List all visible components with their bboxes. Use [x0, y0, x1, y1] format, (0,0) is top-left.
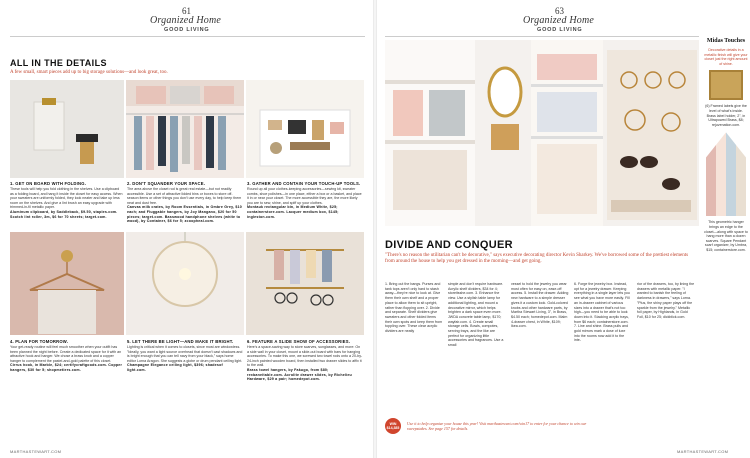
- tip-4: [10, 339, 124, 373]
- accessories-board-photo: [246, 232, 364, 335]
- tip-body: These tools will help you fold clothing in the shelves. Use a clipboard as a folding board, and hang it inside the closet for easy access. When your sweaters are uniformly folded, they look neater and take up less room on the shelves. And give a lint brush an easy upgrade with trimmed-in-fil metallic paper.: [10, 187, 123, 210]
- sidebar-title: Midas Touches: [706, 38, 746, 44]
- brass-label-photo: [709, 70, 743, 100]
- tip-credit: Montauk rectangular bin, in Medium White, $25; containerstore.com. Lacquer medium box, $145; ingleston.com.: [247, 205, 339, 219]
- divide-subtitle: "There's no reason the utilitarian can't be decorative," says executive decorating director Kevin Sharkey. We've borrowed some of the prettiest elements from around the house to help you get dressed in the morning—and get going.: [385, 253, 689, 264]
- scarf-organizer-photo: [706, 132, 746, 216]
- text-column: 6. Forge the jewelry box. Instead, opt for a jewelry drawer. Keeping everything in a single layer lets you see what you have more easily. Fill an in-drawer cabinet of various sizes into a drawer that's not too high—you need to be able to look down into it. Stacking acrylic trays, from $6 each; containerstore.com. 7. Line and shine. Brass pulls and gold mirrors mark a dose of luxe into the rooms now add it to the inte-: [574, 282, 630, 343]
- midas-sidebar: [704, 38, 748, 253]
- tip-body: Round up all your clothes-keeping accessories—sewing kit, sweater combs, shoe polishes—in one place, either a box or a basket, and place it in or near your closet. The more accessible they are, the more likely you are to sew, shine, and spiff up your clothes.: [247, 187, 362, 205]
- tip-6: [247, 339, 363, 382]
- divide-title: DIVIDE AND CONQUER: [385, 239, 513, 251]
- page-number: 63: [555, 6, 564, 16]
- section-label: GOOD LIVING: [164, 27, 210, 33]
- tip-body: The area above the closet rod is great real estate—but not readily accessible. Use a set of attractive lidded bins or boxes to store off-season items or other things you don't use every day, to help keep them neat and dust free.: [127, 187, 242, 205]
- win-badge[interactable]: WIN $14,385: [385, 418, 401, 434]
- page-title: ALL IN THE DETAILS: [10, 58, 107, 68]
- tip-body: Here's a space-saving way to store scarves, sunglasses, and more: On a side wall in your closet, mount a slide-out board with bars for hanging accessories. To make this one, we screwed two towel rods onto a 20-by-24-inch painted wooden board, then installed two drawer slides to affix it to the wall.: [247, 345, 363, 368]
- running-header: Organized Home: [523, 15, 595, 26]
- tip-credit: Cirrus hook, in Marble, $24; certifycraftgoods.com. Copper hangers, $30 for 5; shopmetiers.com.: [10, 363, 123, 372]
- tip-heading: 5. LET THERE BE LIGHT—AND MAKE IT BRIGHT.: [127, 339, 234, 344]
- closet-shelf-photo: [126, 80, 244, 178]
- tip-heading: 2. DON'T SQUANDER YOUR SPACE.: [127, 181, 206, 186]
- tip-heading: 1. GET ON BOARD WITH FOLDING.: [10, 181, 87, 186]
- clipboard-photo: [10, 80, 124, 178]
- page-subtitle: A few small, smart pieces add up to big storage solutions—and look great, too.: [10, 70, 168, 75]
- divider: [385, 36, 699, 37]
- sidebar-intro: Decorative details in a metallic finish will give your closet just the right amount of shine.: [704, 48, 748, 66]
- footer-url[interactable]: MARTHASTEWART.COM: [677, 449, 729, 454]
- touch-up-tools-photo: [246, 80, 364, 178]
- closet-drawers-photo: [385, 40, 699, 226]
- tip-2: [127, 181, 243, 224]
- left-page: [0, 0, 373, 458]
- tip-1: [10, 181, 124, 219]
- tip-heading: 4. PLAN FOR TOMORROW.: [10, 339, 69, 344]
- tip-heading: 6. FEATURE A SLIDE SHOW OF ACCESSORIES.: [247, 339, 351, 344]
- tip-credit: Champagne Elegance ceiling light, $396; shadesof light.com.: [127, 363, 223, 372]
- hanger-hook-photo: [10, 232, 124, 335]
- tip-5: [127, 339, 243, 373]
- page-number: 61: [182, 6, 191, 16]
- divider: [10, 36, 365, 37]
- tip-3: [247, 181, 363, 219]
- ceiling-light-photo: [126, 232, 244, 335]
- sweepstakes-promo: Use it to help organize your house this year! Visit marthastewart.com/win17 to enter for your chance to win our sweepstakes. See page 157 for details.: [407, 421, 587, 431]
- right-page: [377, 0, 750, 458]
- tip-heading: 3. GATHER AND CONTAIN YOUR TOUCH-UP TOOLS.: [247, 181, 361, 186]
- text-column: rior of the drawers, too, by lining the drawers with metallic paper. "I wanted to banish the feeling of darkness in drawers," says Lorna. "Plus, the shiny paper plays off the sparkle from the jewelry." Metallic foil paper, by Highlands, in Gold Foil, $10 for 25; dickblick.com.: [637, 282, 695, 319]
- sidebar-note-2: This geometric hanger brings an edge to the closet—along with space to hang more than a dozen scarves. Square Pendant scarf organizer, by Umbra, $15; containerstore.com.: [704, 220, 748, 252]
- tip-credit: Canvas milk crates, by Room Essentials, in Ombre Grey, $10 each; and Fluggable hangers, by Joy Mangano, $20 for 50 pieces; target.com. Basswood handphone shelves (white to wood), by Container, $6 for 5; zcoopheal.com.: [127, 205, 242, 224]
- running-header: Organized Home: [150, 15, 222, 26]
- section-label: GOOD LIVING: [537, 27, 583, 33]
- text-column: vessel to hold the jewelry you wear most often for easy on, ease-off access. 5. Install the drawer. Adding new hardware to a simple dresser gives it a custom look. Gold-colored knobs and other hardware parts, by Martha Stewart Living, 3", in Brass, $4.50 each; homedepot.com. Malm 4-drawer chest, in White, $109; Ikea.com.: [511, 282, 569, 329]
- text-column: simple and don't require hardware. Acrylic shelf dividers, $34 for 4; storeitsshe.com. 3. Enhance the view. Use a stylish table lamp for additional lighting, and mount a decorative mirror, which helps brighten a dark space even more. JWDA concrete table lamp, $170; wayfair.com. 4. Create small storage cells. Bowls, compotes, serving trays, and the like are perfect for organizing little accessories and fragrances. Use a small: [448, 282, 504, 348]
- sidebar-note: (6) Framed labels give the level of what's inside. Brass label holder, 2", in Ultrapowed Brass, $8; rejuvenation.com.: [705, 104, 747, 127]
- tip-body: Your get-ready routine will feel much smoother when your outfit has been planned the night before. Create a dedicated space for it with an attractive hook and hanger. We chose a brass knob and a copper hanger to complement the pastel-and-gold palette of this closet.: [10, 345, 122, 363]
- tip-credit: Aluminum clipboard, by Saddleback, $9.50, staples.com. Scotch lint roller, 3m, $6 for 70 sheets; target.com.: [10, 209, 118, 219]
- footer-url[interactable]: MARTHASTEWART.COM: [10, 449, 62, 454]
- text-column: 1. Bring out the bangs. Purses and tank tops aren't only hard to stash away—they're nice to look at. Give them their own shelf and a proper place to allow them to sit upright, rather than flopping over. 2. Divide and separate. Shelf dividers give sweaters and other folded items their own spots and keep them from toppling over. These clear acrylic dividers are neatly: [385, 282, 443, 334]
- tip-body: Lighting is critical when it comes to closets, since most are windowless. "Ideally, you want a light source overhead that doesn't cast shadows and is bright enough that you can tell navy from your black," says home editor Lorna Aragon. She suggests a globe or drum pendant ceiling light.: [127, 345, 243, 363]
- tip-credit: Brass towel hangers, by Fakugo, from $80; rexbaneitable.com. Acrolite drawer slides, by Richelieu Hardware, $29 a pair; homedepot.com.: [247, 367, 352, 382]
